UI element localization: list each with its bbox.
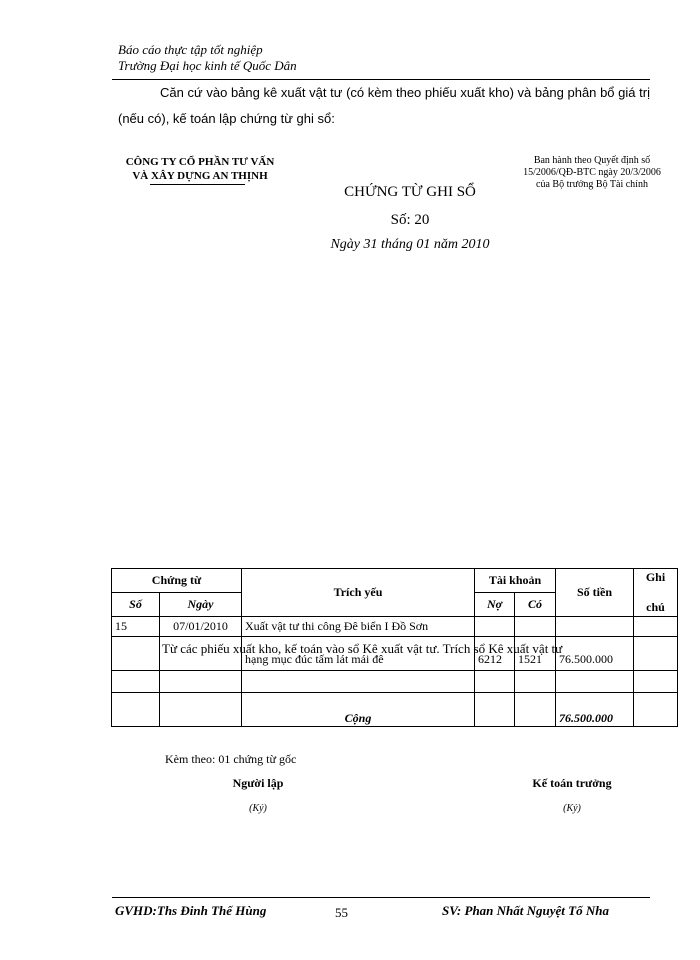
decree-line3: của Bộ trưởng Bộ Tài chính xyxy=(536,179,648,190)
document-title: CHỨNG TỪ GHI SỔ xyxy=(344,184,476,200)
header-ghi-chu-2: chú xyxy=(646,600,665,614)
row1-trich-yeu: Xuất vật tư thi công Đê biển I Đồ Sơn xyxy=(242,617,475,637)
company-underline xyxy=(150,184,245,185)
footer-divider xyxy=(112,897,650,898)
decree-line1: Ban hành theo Quyết định số xyxy=(533,155,651,166)
header-ghi-chu-1: Ghi xyxy=(645,570,666,584)
preparer-sign: (Ký) xyxy=(249,803,267,814)
company-name-line2: VÀ XÂY DỰNG AN THỊNH xyxy=(132,170,268,182)
report-header-school: Trường Đại học kinh tế Quốc Dân xyxy=(118,58,297,73)
row2-trich-yeu: hạng mục đúc tấm lát mái đê xyxy=(242,637,475,671)
header-trich-yeu: Trích yếu xyxy=(242,569,475,617)
report-header xyxy=(118,42,297,74)
company-name xyxy=(110,155,290,183)
row2-so-tien: 76.500.000 xyxy=(556,637,634,671)
header-ghi-chu xyxy=(634,569,678,617)
row2-no: 6212 xyxy=(475,637,515,671)
chief-accountant-title: Kế toán trưởng xyxy=(532,776,612,790)
footer-student: SV: Phan Nhất Nguyệt Tố Nha xyxy=(442,903,609,918)
header-co: Có xyxy=(515,593,556,617)
report-header-title: Báo cáo thực tập tốt nghiệp xyxy=(118,42,263,57)
row2-overflow-text: Từ các phiếu xuất kho, kế toán vào sổ Kê xuất vật tư. Trích sổ Kê xuất vật tư xyxy=(162,641,563,656)
row2-co: 1521 xyxy=(515,637,556,671)
table-row xyxy=(112,637,678,671)
header-chung-tu: Chứng từ xyxy=(112,569,242,593)
preparer-title: Người lập xyxy=(232,776,284,790)
total-amount: 76.500.000 xyxy=(556,693,634,727)
total-label: Cộng xyxy=(242,693,475,727)
document-number: Số: 20 xyxy=(390,212,430,228)
table-total-row xyxy=(112,693,678,727)
chief-accountant-sign: (Ký) xyxy=(563,803,581,814)
footer-supervisor: GVHD:Ths Đinh Thế Hùng xyxy=(115,903,267,918)
document-date: Ngày 31 tháng 01 năm 2010 xyxy=(330,237,490,252)
header-no: Nợ xyxy=(475,593,515,617)
company-name-line1: CÔNG TY CỔ PHẦN TƯ VẤN xyxy=(125,156,275,168)
row1-so: 15 xyxy=(112,617,160,637)
decree-line2: 15/2006/QĐ-BTC ngày 20/3/2006 xyxy=(523,167,661,178)
page-number: 55 xyxy=(335,905,348,920)
intro-paragraph: Căn cứ vào bảng kê xuất vật tư (có kèm theo phiếu xuất kho) và bảng phân bổ giá trị (nếu có), kế toán lập chứng từ ghi sổ: xyxy=(118,85,650,126)
header-so: Số xyxy=(112,593,160,617)
header-ngay: Ngày xyxy=(160,593,242,617)
table-row xyxy=(112,617,678,637)
header-so-tien: Số tiền xyxy=(556,569,634,617)
table-row xyxy=(112,671,678,693)
header-tai-khoan: Tài khoản xyxy=(475,569,556,593)
voucher-table xyxy=(111,568,678,727)
row1-ngay: 07/01/2010 xyxy=(160,617,242,637)
attachment-note: Kèm theo: 01 chứng từ gốc xyxy=(165,752,297,766)
